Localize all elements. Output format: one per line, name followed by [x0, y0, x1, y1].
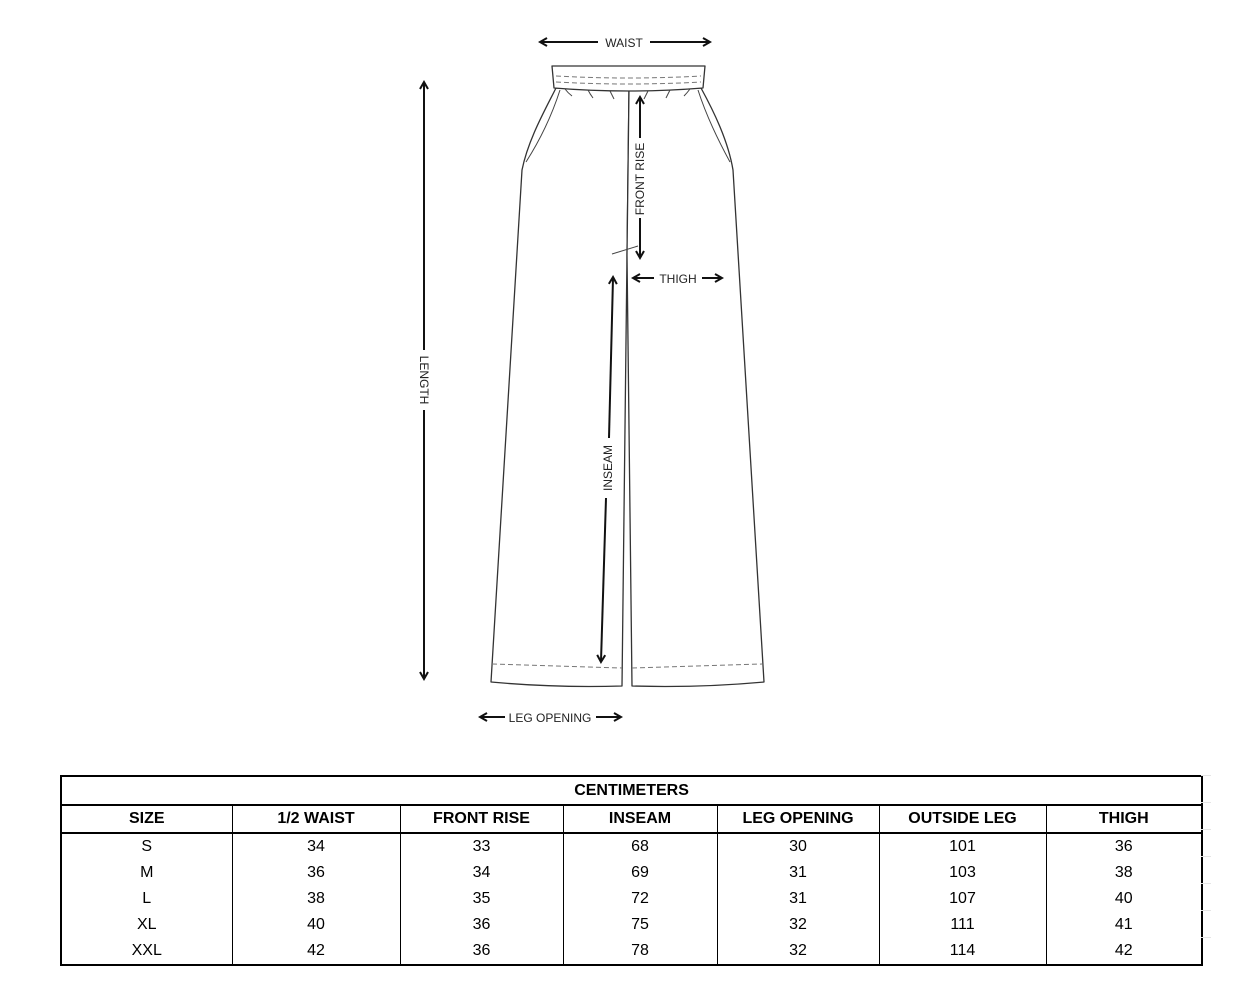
cell-outside-leg: 103	[879, 860, 1046, 886]
header-size: SIZE	[61, 805, 232, 833]
length-measurement	[417, 83, 431, 678]
cell-size: XL	[61, 912, 232, 938]
header-thigh: THIGH	[1046, 805, 1202, 833]
leg-opening-measurement	[481, 711, 620, 725]
cell-front-rise: 36	[400, 912, 563, 938]
thigh-label: THIGH	[659, 272, 697, 286]
cell-outside-leg: 101	[879, 833, 1046, 860]
cell-front-rise: 34	[400, 860, 563, 886]
table-row	[61, 833, 1202, 860]
cell-leg-opening: 31	[717, 860, 879, 886]
cell-inseam: 72	[563, 886, 717, 912]
cell-thigh: 42	[1046, 938, 1202, 965]
cell-front-rise: 33	[400, 833, 563, 860]
cell-size: XXL	[61, 938, 232, 965]
cell-inseam: 78	[563, 938, 717, 965]
waist-measurement	[541, 36, 709, 50]
cell-leg-opening: 32	[717, 912, 879, 938]
leg-opening-label: LEG OPENING	[508, 711, 592, 725]
header-leg-opening: LEG OPENING	[717, 805, 879, 833]
header-half-waist: 1/2 WAIST	[232, 805, 400, 833]
right-leg-outline	[627, 88, 764, 687]
cell-outside-leg: 107	[879, 886, 1046, 912]
table-title-row	[61, 776, 1202, 805]
cell-leg-opening: 31	[717, 886, 879, 912]
cell-thigh: 41	[1046, 912, 1202, 938]
cell-inseam: 75	[563, 912, 717, 938]
cell-front-rise: 35	[400, 886, 563, 912]
cell-thigh: 36	[1046, 833, 1202, 860]
cell-half-waist: 34	[232, 833, 400, 860]
waist-label: WAIST	[605, 36, 643, 50]
cell-size: L	[61, 886, 232, 912]
spreadsheet-gridline	[1201, 937, 1211, 938]
units-title: CENTIMETERS	[61, 776, 1202, 805]
header-outside-leg: OUTSIDE LEG	[879, 805, 1046, 833]
length-label: LENGTH	[417, 355, 431, 405]
pants-drawing	[491, 66, 764, 687]
front-rise-label: FRONT RISE	[633, 142, 647, 216]
cell-inseam: 69	[563, 860, 717, 886]
cell-size: M	[61, 860, 232, 886]
cell-half-waist: 42	[232, 938, 400, 965]
spreadsheet-gridline	[1201, 802, 1211, 803]
cell-inseam: 68	[563, 833, 717, 860]
spreadsheet-gridline	[1201, 829, 1211, 830]
cell-half-waist: 40	[232, 912, 400, 938]
left-leg-outline	[491, 88, 629, 687]
spreadsheet-gridline	[1201, 883, 1211, 884]
spreadsheet-gridline	[1201, 856, 1211, 857]
cell-thigh: 40	[1046, 886, 1202, 912]
size-chart-table	[60, 775, 1203, 966]
table-row	[61, 886, 1202, 912]
spreadsheet-gridline	[1201, 775, 1211, 776]
cell-half-waist: 36	[232, 860, 400, 886]
table-row	[61, 860, 1202, 886]
spreadsheet-gridline	[1201, 910, 1211, 911]
waistband	[552, 66, 705, 91]
header-front-rise: FRONT RISE	[400, 805, 563, 833]
cell-outside-leg: 111	[879, 912, 1046, 938]
cell-front-rise: 36	[400, 938, 563, 965]
cell-leg-opening: 30	[717, 833, 879, 860]
table-row	[61, 938, 1202, 965]
cell-outside-leg: 114	[879, 938, 1046, 965]
table-row	[61, 912, 1202, 938]
cell-size: S	[61, 833, 232, 860]
inseam-label: INSEAM	[601, 444, 615, 492]
cell-leg-opening: 32	[717, 938, 879, 965]
table-header-row	[61, 805, 1202, 833]
cell-half-waist: 38	[232, 886, 400, 912]
header-inseam: INSEAM	[563, 805, 717, 833]
cell-thigh: 38	[1046, 860, 1202, 886]
